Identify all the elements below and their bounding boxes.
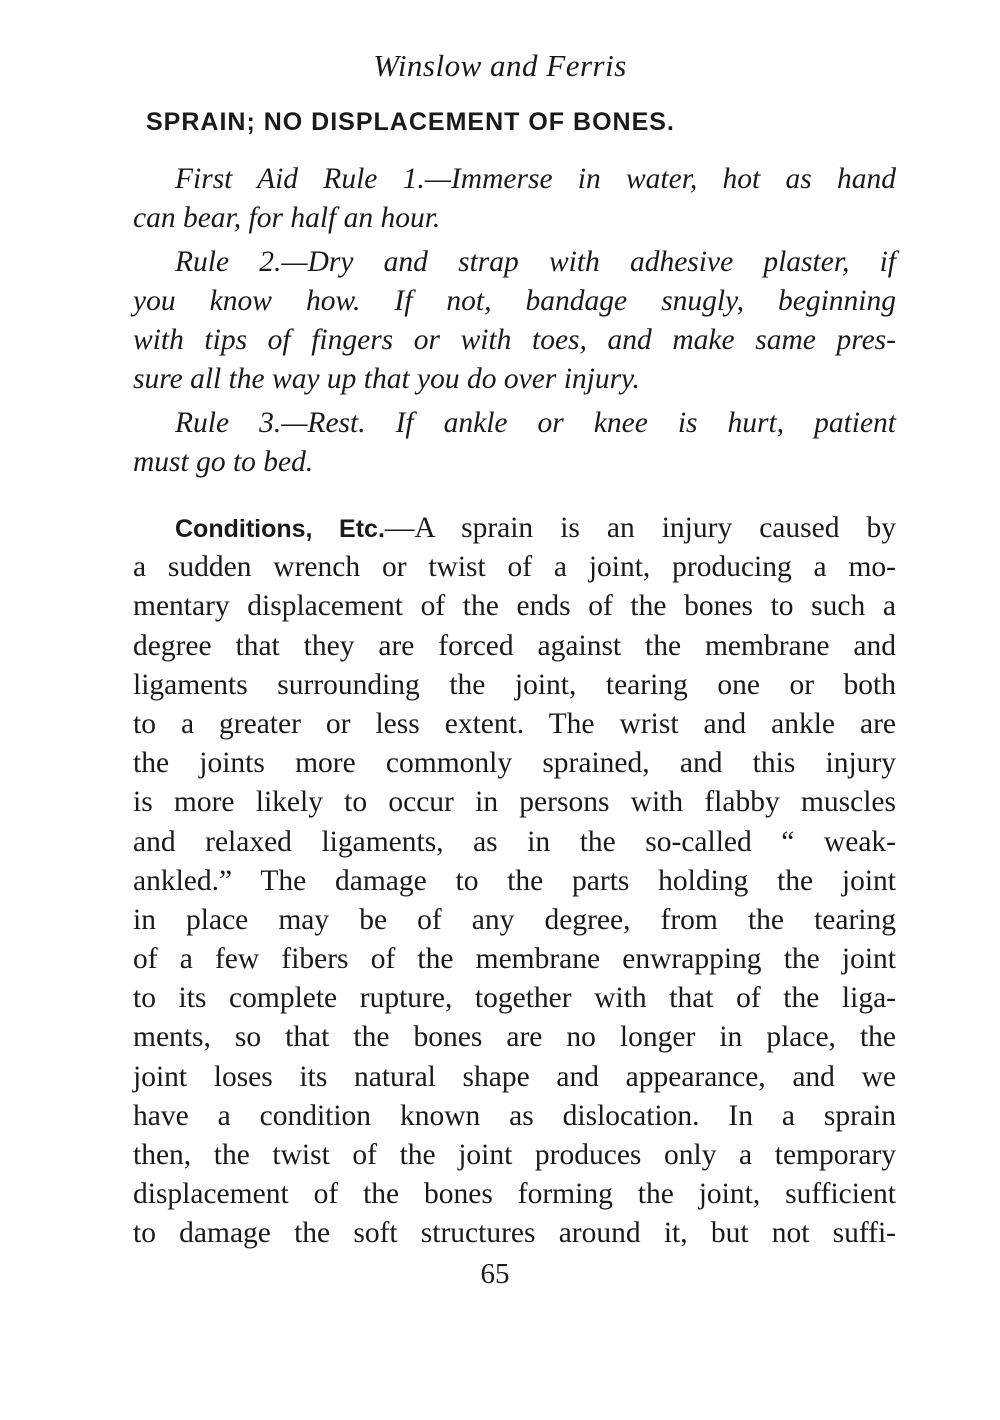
paragraph-line: joint loses its natural shape and appearance, and we bbox=[133, 1060, 896, 1093]
line-text: —A sprain is an injury caused by bbox=[384, 512, 896, 544]
paragraph-line: then, the twist of the joint produces only a temporary bbox=[133, 1139, 896, 1171]
rule-line: Rule 2.—Dry and strap with adhesive plaster, if bbox=[175, 246, 896, 278]
paragraph-line bbox=[133, 509, 896, 548]
page-number: 65 bbox=[480, 1258, 510, 1290]
paragraph-lead: Conditions, Etc. bbox=[175, 515, 385, 543]
paragraph-line: degree that they are forced against the membrane and bbox=[133, 629, 896, 662]
paragraph-line: to a greater or less extent. The wrist and ankle are bbox=[133, 707, 896, 740]
running-head: Winslow and Ferris bbox=[373, 48, 627, 83]
rule-1 bbox=[133, 160, 896, 238]
section-heading: SPRAIN; NO DISPLACEMENT OF BONES. bbox=[146, 108, 675, 136]
paragraph-line: in place may be of any degree, from the tearing bbox=[133, 903, 896, 936]
rule-2 bbox=[133, 243, 896, 399]
paragraph-line: ankled.” The damage to the parts holding the joint bbox=[133, 864, 896, 897]
paragraph-line: and relaxed ligaments, as in the so-called “ weak- bbox=[133, 825, 896, 858]
paragraph-line: ments, so that the bones are no longer in place, the bbox=[133, 1021, 896, 1054]
rule-line: must go to bed. bbox=[133, 446, 314, 478]
paragraph-line: is more likely to occur in persons with flabby muscles bbox=[133, 786, 896, 819]
rule-line: can bear, for half an hour. bbox=[133, 202, 441, 234]
paragraph-line: of a few fibers of the membrane enwrapping the joint bbox=[133, 943, 896, 976]
paragraph-line: mentary displacement of the ends of the bones to such a bbox=[133, 590, 896, 623]
paragraph-line: to its complete rupture, together with that of the liga- bbox=[133, 982, 896, 1015]
rule-line: with tips of fingers or with toes, and make same pres- bbox=[133, 324, 896, 356]
first-aid-rules bbox=[133, 160, 896, 482]
rule-line: First Aid Rule 1.—Immerse in water, hot as hand bbox=[175, 163, 896, 195]
paragraph-line: a sudden wrench or twist of a joint, producing a mo- bbox=[133, 551, 896, 584]
paragraph-line: ligaments surrounding the joint, tearing one or both bbox=[133, 668, 896, 701]
paragraph-line: have a condition known as dislocation. In a sprain bbox=[133, 1099, 896, 1132]
paragraph-line: displacement of the bones forming the joint, sufficient bbox=[133, 1178, 896, 1211]
conditions-paragraph bbox=[133, 509, 896, 1254]
paragraph-line: the joints more commonly sprained, and this injury bbox=[133, 747, 896, 780]
rule-line: you know how. If not, bandage snugly, beginning bbox=[133, 285, 896, 317]
rule-line: Rule 3.—Rest. If ankle or knee is hurt, patient bbox=[175, 407, 896, 439]
rule-line: sure all the way up that you do over injury. bbox=[133, 363, 640, 395]
paragraph-line: to damage the soft structures around it, but not suffi- bbox=[133, 1217, 896, 1250]
rule-3 bbox=[133, 404, 896, 482]
